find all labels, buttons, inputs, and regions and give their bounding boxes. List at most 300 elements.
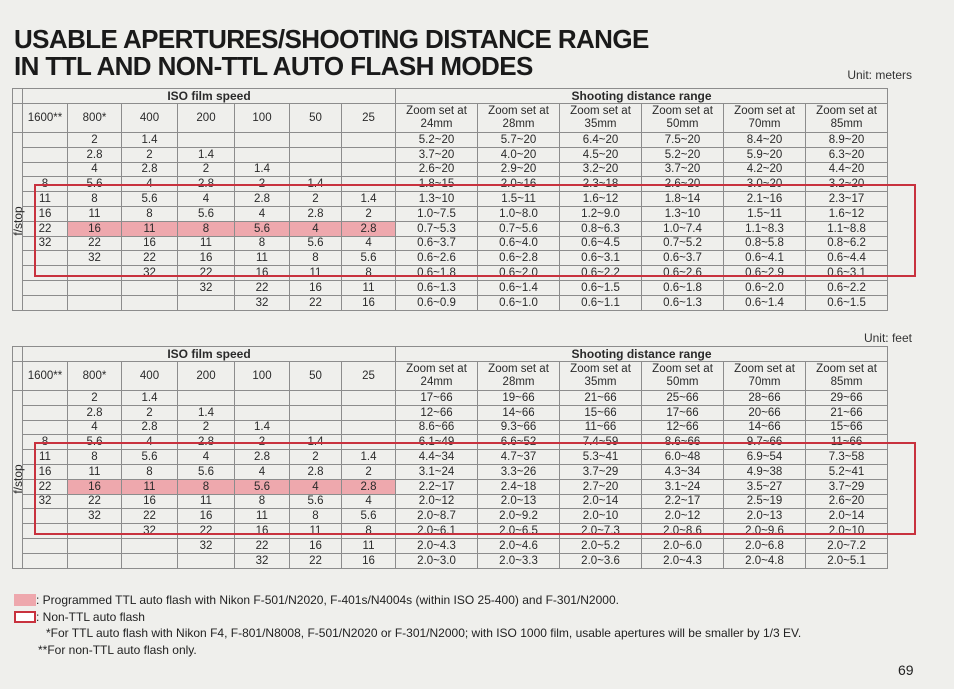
zoom-header-line: Zoom set at: [816, 363, 877, 375]
title-line-1: USABLE APERTURES/SHOOTING DISTANCE RANGE: [14, 24, 649, 54]
distance-cell: 19~66: [478, 391, 560, 406]
aperture-cell: [235, 147, 290, 162]
zoom-header-line: Zoom set at: [652, 105, 713, 117]
aperture-cell: 2.8: [290, 206, 342, 221]
distance-cell: 0.6~1.3: [396, 280, 478, 295]
distance-cell: 7.5~20: [642, 133, 724, 148]
iso-film-speed-header: ISO film speed: [23, 89, 396, 104]
zoom-column-header: [396, 362, 478, 391]
distance-cell: 0.6~2.6: [642, 266, 724, 281]
table-row: [13, 538, 888, 553]
distance-cell: 5.3~41: [560, 450, 642, 465]
distance-cell: 2.4~18: [478, 479, 560, 494]
distance-cell: 2.0~12: [642, 509, 724, 524]
aperture-cell: 5.6: [290, 236, 342, 251]
footnote-2-text: **For non-TTL auto flash only.: [38, 642, 197, 657]
zoom-header-value: 35mm: [584, 118, 617, 130]
distance-cell: 1.1~8.8: [806, 221, 888, 236]
aperture-cell: 8: [342, 266, 396, 281]
distance-cell: 17~66: [642, 405, 724, 420]
zoom-column-header: [560, 104, 642, 133]
aperture-cell: [290, 147, 342, 162]
distance-cell: 2.0~16: [478, 177, 560, 192]
zoom-column-header: [724, 362, 806, 391]
distance-cell: 1.8~14: [642, 192, 724, 207]
zoom-header-value: 35mm: [584, 376, 617, 388]
distance-cell: 14~66: [724, 420, 806, 435]
aperture-cell: 32: [68, 509, 122, 524]
aperture-cell: 22: [23, 221, 68, 236]
aperture-cell: [178, 295, 235, 310]
distance-cell: 14~66: [478, 405, 560, 420]
aperture-cell: 2: [178, 420, 235, 435]
page-title: [14, 26, 649, 80]
corner-cell: [13, 347, 23, 362]
aperture-cell: 1.4: [290, 435, 342, 450]
aperture-cell: 8: [122, 464, 178, 479]
aperture-cell: 16: [235, 266, 290, 281]
zoom-header-value: 85mm: [830, 118, 863, 130]
distance-cell: 3.1~24: [396, 464, 478, 479]
distance-cell: 0.6~2.2: [806, 280, 888, 295]
footnote-2: [14, 642, 934, 659]
aperture-cell: 5.6: [342, 509, 396, 524]
distance-cell: 12~66: [396, 405, 478, 420]
table-row: [13, 133, 888, 148]
aperture-cell: [23, 295, 68, 310]
distance-cell: 2.6~20: [396, 162, 478, 177]
zoom-header-line: Zoom set at: [734, 363, 795, 375]
distance-cell: 5.2~20: [642, 147, 724, 162]
aperture-cell: [23, 147, 68, 162]
aperture-cell: [178, 553, 235, 568]
aperture-cell: 2.8: [342, 479, 396, 494]
aperture-cell: 22: [68, 236, 122, 251]
aperture-cell: 8: [68, 192, 122, 207]
aperture-cell: 2.8: [235, 450, 290, 465]
aperture-cell: 16: [68, 479, 122, 494]
distance-cell: 1.6~12: [806, 206, 888, 221]
aperture-cell: [23, 162, 68, 177]
iso-column-header: 800*: [68, 362, 122, 391]
aperture-cell: 5.6: [68, 177, 122, 192]
footnote-1-text: *For TTL auto flash with Nikon F4, F-801/N8008, F-501/N2020 or F-301/N2000; with ISO 1000 film, usable apertures will be smaller by 1/3 EV.: [46, 626, 802, 640]
distance-cell: 17~66: [396, 391, 478, 406]
distance-cell: 7.4~59: [560, 435, 642, 450]
aperture-cell: 8: [290, 509, 342, 524]
zoom-header-line: Zoom set at: [570, 363, 631, 375]
aperture-cell: 1.4: [290, 177, 342, 192]
aperture-cell: 5.6: [290, 494, 342, 509]
aperture-cell: 8: [342, 524, 396, 539]
aperture-cell: 16: [68, 221, 122, 236]
aperture-cell: 16: [178, 251, 235, 266]
distance-cell: 0.6~3.1: [806, 266, 888, 281]
zoom-column-header: [724, 104, 806, 133]
aperture-cell: 2.8: [122, 162, 178, 177]
distance-cell: 0.6~1.4: [724, 295, 806, 310]
distance-cell: 1.1~8.3: [724, 221, 806, 236]
distance-cell: 2.0~8.7: [396, 509, 478, 524]
aperture-cell: 11: [122, 479, 178, 494]
distance-cell: 0.6~3.7: [642, 251, 724, 266]
distance-cell: 0.6~2.6: [396, 251, 478, 266]
aperture-cell: 11: [23, 192, 68, 207]
iso-column-header: 400: [122, 104, 178, 133]
aperture-cell: 11: [342, 280, 396, 295]
pink-swatch: [14, 594, 36, 606]
iso-column-header: 800*: [68, 104, 122, 133]
aperture-cell: 32: [235, 553, 290, 568]
aperture-cell: [290, 162, 342, 177]
iso-column-header: 50: [290, 362, 342, 391]
distance-cell: 0.6~1.0: [478, 295, 560, 310]
aperture-cell: 5.6: [122, 192, 178, 207]
corner-cell: [13, 89, 23, 104]
table-row: [13, 280, 888, 295]
aperture-cell: 2.8: [178, 435, 235, 450]
aperture-cell: [23, 133, 68, 148]
distance-cell: 2.0~6.0: [642, 538, 724, 553]
distance-cell: 2.0~13: [478, 494, 560, 509]
unit-meters-label: Unit: meters: [847, 68, 912, 82]
aperture-cell: 11: [68, 206, 122, 221]
zoom-column-header: [642, 362, 724, 391]
distance-cell: 2.0~14: [560, 494, 642, 509]
distance-cell: 6.4~20: [560, 133, 642, 148]
distance-cell: 0.7~5.6: [478, 221, 560, 236]
zoom-header-line: Zoom set at: [488, 105, 549, 117]
aperture-cell: 5.6: [178, 464, 235, 479]
aperture-cell: 1.4: [122, 133, 178, 148]
aperture-cell: 2: [342, 464, 396, 479]
aperture-cell: 2: [290, 192, 342, 207]
distance-cell: 3.7~20: [642, 162, 724, 177]
distance-cell: 2.3~18: [560, 177, 642, 192]
iso-column-header: 100: [235, 362, 290, 391]
aperture-cell: 5.6: [122, 450, 178, 465]
distance-cell: 2.0~7.2: [806, 538, 888, 553]
fstop-axis-label: [10, 391, 25, 569]
iso-column-header: 1600**: [23, 362, 68, 391]
distance-cell: 2.2~17: [642, 494, 724, 509]
distance-cell: 0.8~6.2: [806, 236, 888, 251]
column-header-row: [13, 362, 888, 391]
aperture-cell: 2.8: [342, 221, 396, 236]
distance-cell: 3.0~20: [724, 177, 806, 192]
zoom-header-line: Zoom set at: [816, 105, 877, 117]
distance-cell: 8.4~20: [724, 133, 806, 148]
aperture-cell: 1.4: [178, 405, 235, 420]
zoom-header-value: 28mm: [502, 376, 535, 388]
aperture-cell: [178, 391, 235, 406]
distance-cell: 2.0~4.6: [478, 538, 560, 553]
aperture-cell: 16: [290, 280, 342, 295]
aperture-cell: 16: [23, 464, 68, 479]
distance-cell: 5.2~41: [806, 464, 888, 479]
aperture-cell: 11: [290, 266, 342, 281]
distance-cell: 2.0~3.3: [478, 553, 560, 568]
distance-cell: 6.6~52: [478, 435, 560, 450]
distance-cell: 15~66: [560, 405, 642, 420]
distance-cell: 1.5~11: [724, 206, 806, 221]
aperture-cell: 16: [235, 524, 290, 539]
distance-cell: 2.0~3.0: [396, 553, 478, 568]
aperture-cell: 16: [178, 509, 235, 524]
table-row: [13, 405, 888, 420]
distance-cell: 2.0~6.1: [396, 524, 478, 539]
aperture-cell: 16: [23, 206, 68, 221]
shooting-distance-header: Shooting distance range: [396, 347, 888, 362]
aperture-cell: 2: [342, 206, 396, 221]
zoom-column-header: [806, 362, 888, 391]
distance-cell: 1.2~9.0: [560, 206, 642, 221]
distance-cell: 5.2~20: [396, 133, 478, 148]
aperture-cell: 8: [290, 251, 342, 266]
aperture-cell: 11: [178, 494, 235, 509]
distance-cell: 9.7~66: [724, 435, 806, 450]
aperture-cell: 1.4: [342, 192, 396, 207]
distance-cell: 11~66: [806, 435, 888, 450]
aperture-cell: 2.8: [122, 420, 178, 435]
aperture-cell: 2.8: [290, 464, 342, 479]
distance-cell: 0.6~1.8: [642, 280, 724, 295]
distance-cell: 6.1~49: [396, 435, 478, 450]
aperture-cell: 5.6: [178, 206, 235, 221]
distance-cell: 3.2~20: [806, 177, 888, 192]
distance-cell: 9.3~66: [478, 420, 560, 435]
corner-cell: [13, 104, 23, 133]
distance-cell: 6.9~54: [724, 450, 806, 465]
aperture-cell: 2.8: [68, 405, 122, 420]
distance-cell: 2.9~20: [478, 162, 560, 177]
distance-cell: 3.1~24: [642, 479, 724, 494]
distance-cell: 2.0~4.3: [396, 538, 478, 553]
aperture-cell: 16: [290, 538, 342, 553]
distance-cell: 2.6~20: [642, 177, 724, 192]
distance-cell: 21~66: [806, 405, 888, 420]
distance-cell: 0.6~2.9: [724, 266, 806, 281]
legend-box: [14, 609, 934, 626]
distance-cell: 2.7~20: [560, 479, 642, 494]
distance-cell: 1.0~7.5: [396, 206, 478, 221]
zoom-header-line: Zoom set at: [406, 105, 467, 117]
distance-cell: 4.4~34: [396, 450, 478, 465]
aperture-cell: 11: [23, 450, 68, 465]
distance-cell: 3.2~20: [560, 162, 642, 177]
aperture-cell: [290, 391, 342, 406]
distance-cell: 6.0~48: [642, 450, 724, 465]
aperture-cell: 4: [290, 221, 342, 236]
distance-cell: 0.6~1.8: [396, 266, 478, 281]
distance-cell: 2.0~5.1: [806, 553, 888, 568]
aperture-cell: 4: [68, 420, 122, 435]
title-line-2: IN TTL AND NON-TTL AUTO FLASH MODES: [14, 51, 533, 81]
aperture-cell: 8: [23, 177, 68, 192]
distance-cell: 2.0~6.8: [724, 538, 806, 553]
distance-cell: 2.0~8.6: [642, 524, 724, 539]
aperture-cell: [342, 133, 396, 148]
distance-cell: 0.6~2.0: [478, 266, 560, 281]
aperture-cell: 2: [235, 177, 290, 192]
zoom-header-value: 50mm: [666, 376, 699, 388]
aperture-cell: 5.6: [342, 251, 396, 266]
aperture-cell: [122, 553, 178, 568]
aperture-cell: [290, 420, 342, 435]
distance-cell: 0.6~1.5: [560, 280, 642, 295]
aperture-cell: 8: [122, 206, 178, 221]
distance-cell: 4.7~37: [478, 450, 560, 465]
aperture-cell: [23, 420, 68, 435]
aperture-cell: 8: [178, 479, 235, 494]
aperture-cell: 32: [122, 524, 178, 539]
iso-column-header: 25: [342, 362, 396, 391]
distance-cell: 3.5~27: [724, 479, 806, 494]
aperture-cell: 8: [178, 221, 235, 236]
header-row: [13, 347, 888, 362]
aperture-cell: 4: [290, 479, 342, 494]
aperture-cell: 11: [235, 251, 290, 266]
zoom-header-line: Zoom set at: [406, 363, 467, 375]
aperture-cell: 8: [235, 494, 290, 509]
aperture-cell: 16: [122, 494, 178, 509]
distance-cell: 0.6~1.4: [478, 280, 560, 295]
aperture-cell: [235, 391, 290, 406]
zoom-column-header: [642, 104, 724, 133]
distance-cell: 2.0~5.2: [560, 538, 642, 553]
aperture-cell: [290, 405, 342, 420]
aperture-cell: [68, 538, 122, 553]
aperture-cell: 5.6: [235, 479, 290, 494]
zoom-column-header: [478, 362, 560, 391]
aperture-cell: 22: [122, 509, 178, 524]
iso-column-header: 25: [342, 104, 396, 133]
table-row: [13, 391, 888, 406]
zoom-header-line: Zoom set at: [734, 105, 795, 117]
aperture-cell: 5.6: [68, 435, 122, 450]
distance-cell: 1.0~7.4: [642, 221, 724, 236]
distance-cell: 2.0~10: [560, 509, 642, 524]
aperture-cell: 4: [342, 236, 396, 251]
distance-cell: 1.3~10: [396, 192, 478, 207]
zoom-header-line: Zoom set at: [570, 105, 631, 117]
legend-box-text: : Non-TTL auto flash: [36, 609, 145, 624]
distance-cell: 3.3~26: [478, 464, 560, 479]
zoom-header-line: Zoom set at: [488, 363, 549, 375]
aperture-cell: 16: [122, 236, 178, 251]
aperture-cell: 2: [290, 450, 342, 465]
red-box-swatch: [14, 611, 36, 623]
aperture-cell: 4: [235, 464, 290, 479]
aperture-cell: [342, 147, 396, 162]
aperture-cell: 11: [122, 221, 178, 236]
distance-cell: 4.3~34: [642, 464, 724, 479]
fstop-label-text: f/stop: [10, 206, 25, 236]
distance-cell: 3.7~29: [560, 464, 642, 479]
aperture-cell: [68, 295, 122, 310]
distance-cell: 1.0~8.0: [478, 206, 560, 221]
iso-column-header: 1600**: [23, 104, 68, 133]
distance-cell: 0.6~3.7: [396, 236, 478, 251]
aperture-cell: 16: [342, 295, 396, 310]
aperture-cell: 4: [122, 435, 178, 450]
aperture-cell: 8: [235, 236, 290, 251]
aperture-cell: [235, 405, 290, 420]
aperture-cell: 16: [342, 553, 396, 568]
aperture-cell: 22: [178, 524, 235, 539]
aperture-cell: 22: [290, 295, 342, 310]
distance-cell: 0.8~6.3: [560, 221, 642, 236]
distance-cell: 2.0~4.8: [724, 553, 806, 568]
aperture-cell: 5.6: [235, 221, 290, 236]
aperture-cell: 32: [23, 494, 68, 509]
distance-cell: 4.2~20: [724, 162, 806, 177]
distance-cell: 8.9~20: [806, 133, 888, 148]
table-row: [13, 295, 888, 310]
table-row: [13, 162, 888, 177]
distance-cell: 1.3~10: [642, 206, 724, 221]
aperture-cell: 1.4: [122, 391, 178, 406]
distance-cell: 0.6~4.5: [560, 236, 642, 251]
aperture-cell: [342, 162, 396, 177]
aperture-cell: [23, 405, 68, 420]
distance-cell: 0.8~5.8: [724, 236, 806, 251]
zoom-column-header: [560, 362, 642, 391]
distance-cell: 2.3~17: [806, 192, 888, 207]
aperture-cell: 32: [178, 280, 235, 295]
zoom-header-value: 70mm: [748, 376, 781, 388]
table-row: [13, 147, 888, 162]
aperture-cell: 8: [23, 435, 68, 450]
non-ttl-box-feet: [34, 442, 916, 535]
zoom-header-line: Zoom set at: [652, 363, 713, 375]
aperture-cell: [342, 420, 396, 435]
distance-cell: 0.6~2.0: [724, 280, 806, 295]
aperture-cell: [23, 553, 68, 568]
distance-cell: 2.5~19: [724, 494, 806, 509]
header-row: [13, 89, 888, 104]
distance-cell: 0.6~3.1: [560, 251, 642, 266]
aperture-cell: 22: [235, 280, 290, 295]
aperture-cell: 2.8: [68, 147, 122, 162]
aperture-cell: 4: [235, 206, 290, 221]
distance-cell: 2.0~7.3: [560, 524, 642, 539]
distance-cell: 29~66: [806, 391, 888, 406]
aperture-cell: 1.4: [178, 147, 235, 162]
zoom-header-value: 85mm: [830, 376, 863, 388]
distance-cell: 2.2~17: [396, 479, 478, 494]
aperture-cell: 4: [68, 162, 122, 177]
iso-column-header: 200: [178, 362, 235, 391]
aperture-cell: 2: [68, 391, 122, 406]
aperture-cell: [342, 391, 396, 406]
zoom-column-header: [806, 104, 888, 133]
iso-column-header: 100: [235, 104, 290, 133]
fstop-axis-label: [10, 133, 25, 311]
aperture-cell: [23, 280, 68, 295]
distance-cell: 2.6~20: [806, 494, 888, 509]
corner-cell: [13, 362, 23, 391]
aperture-cell: 22: [68, 494, 122, 509]
distance-cell: 3.7~29: [806, 479, 888, 494]
aperture-cell: 11: [290, 524, 342, 539]
legend-pink: [14, 592, 934, 609]
aperture-cell: 2: [122, 147, 178, 162]
aperture-cell: 1.4: [235, 162, 290, 177]
distance-cell: 0.7~5.3: [396, 221, 478, 236]
zoom-column-header: [396, 104, 478, 133]
distance-cell: 4.4~20: [806, 162, 888, 177]
